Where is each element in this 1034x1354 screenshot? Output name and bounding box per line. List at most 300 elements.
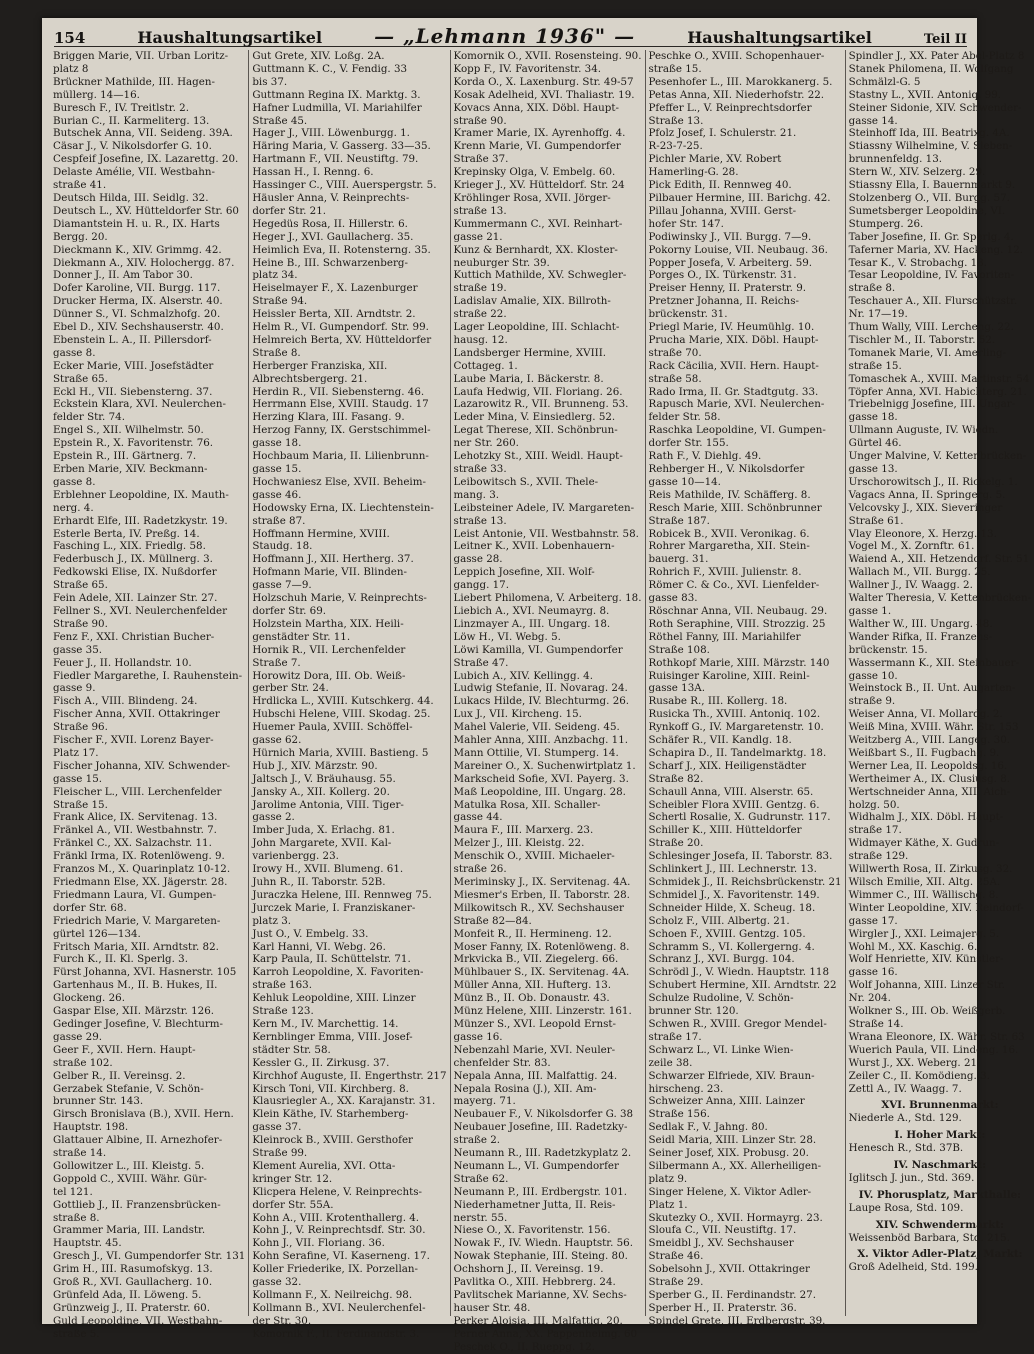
listing-line: Stastny L., XVII. Antoniq. 99.	[848, 88, 1002, 101]
listing-line: gasse 13.	[848, 463, 898, 475]
listing-line: Klein Käthe, IV. Starhemberg-	[252, 1108, 409, 1121]
listing-line: straße 33.	[453, 463, 507, 475]
listing-line: Lehotzky St., XIII. Weidl. Haupt-	[453, 450, 623, 463]
listing-line: Tischler M., II. Taborstr. 52.	[848, 333, 996, 346]
listing-line: Hauptstr. 45.	[53, 1237, 122, 1250]
listing-line: Scheibler Flora XVIII. Gentzg. 6.	[648, 798, 820, 811]
listing-line: Bergg. 20.	[53, 230, 108, 243]
listing-line: Ebel D., XIV. Sechshauserstr. 40.	[53, 321, 224, 334]
listing-line: Wertschneider Anna, XII. Aich-	[848, 785, 1011, 798]
listing-line: Straße 65.	[53, 579, 108, 592]
listing-line: Wurst J., XX. Weberg. 21.	[848, 1056, 981, 1069]
listing-line: straße 9.	[848, 695, 896, 708]
listing-line: Gollowitzer L., III. Kleistg. 5.	[53, 1159, 205, 1172]
listing-line: Nowak F., IV. Wiedn. Hauptstr. 56.	[453, 1237, 633, 1250]
listing-line: Krieger J., XV. Hütteldorf. Str. 24	[453, 179, 625, 192]
listing-line: Groß Adelheid, Std. 199.	[848, 1261, 978, 1274]
listing-line: Leist Antonie, VII. Westbahnstr. 58.	[453, 527, 639, 540]
listing-line: Wilsch Emilie, XII. Altg. 25A.	[848, 876, 1001, 888]
listing-line: straße 22.	[453, 308, 507, 321]
listing-line: Klicpera Helene, V. Reinprechts-	[252, 1185, 422, 1198]
listing-line: Spindel Grete, III. Erdbergstr. 39.	[648, 1314, 826, 1327]
listing-column-1	[50, 50, 249, 1340]
listing-line: Straße 96.	[53, 721, 108, 734]
listing-line: Koller Friederike, IX. Porzellan-	[252, 1263, 418, 1276]
listing-line: Heger J., XVI. Gaullacherg. 35.	[252, 230, 414, 243]
listing-line: gasse 35.	[53, 643, 103, 656]
listing-line: Stiassny Ella, I. Bauernmarkt 9.	[848, 179, 1016, 192]
listing-line: Neumann P., III. Erdbergstr. 101.	[453, 1185, 628, 1198]
listing-line: felder Str. 74.	[53, 411, 125, 424]
listing-line: Burian C., II. Karmeliterg. 13.	[53, 114, 210, 127]
listing-line: Heiselmayer F., X. Lazenburger	[252, 282, 418, 295]
listing-line: Sobelsohn J., XVII. Ottakringer	[648, 1263, 810, 1276]
listing-line: Ullmann Auguste, IV. Wiedn.	[848, 424, 999, 437]
listing-line: Straße 61.	[848, 514, 904, 527]
listing-line: Gedinger Josefine, V. Blechturm-	[53, 1017, 224, 1030]
listing-line: Goppold C., XVIII. Währ. Gür-	[53, 1172, 207, 1185]
listing-line: Krenn Marie, VI. Gumpendorfer	[453, 140, 621, 153]
listing-line: Laupe Rosa, Std. 109.	[848, 1201, 964, 1214]
listing-line: Urschorowitsch J., II. Rickelg. 1.	[848, 475, 1018, 488]
listing-line: Huemer Paula, XVIII. Schöffel-	[252, 721, 413, 734]
listing-line: Rynkoff G., IV. Margaretenstr. 10.	[648, 721, 824, 734]
listing-line: Steiner Sidonie, XIV. Schwender-	[848, 101, 1022, 114]
listing-line: Grammer Maria, III. Landstr.	[53, 1224, 206, 1237]
listing-line: Gottlieb J., II. Franzensbrücken-	[53, 1198, 221, 1211]
listing-line: I. Hoher Markt:	[894, 1129, 986, 1142]
listing-line: Laufa Hedwig, VII. Floriang. 26.	[453, 385, 623, 398]
section-title-right: Haushaltungsartikel	[687, 28, 872, 47]
listing-line: Peschek O., II. Rueppg. 12.	[453, 1340, 595, 1353]
listing-line: Eckstein Klara, XVI. Neulerchen-	[53, 398, 226, 411]
listing-line: Resch Marie, XIII. Schönbrunner	[648, 501, 822, 514]
listing-line: Schlesinger Josefa, II. Taborstr. 83.	[648, 850, 833, 863]
listing-line: Irowy H., XVII. Blumeng. 61.	[252, 863, 404, 876]
listing-line: Straße 65.	[53, 372, 108, 385]
listing-line: Ludwig Stefanie, II. Novarag. 24.	[453, 682, 628, 695]
listing-line: Imber Juda, X. Erlachg. 81.	[252, 824, 395, 837]
listing-line: Häring Maria, V. Gasserg. 33—35.	[252, 140, 431, 153]
listing-line: Kopp F., IV. Favoritenstr. 34.	[453, 62, 602, 75]
listing-line: Rapusch Marie, XVI. Neulerchen-	[648, 398, 825, 411]
listing-line: Werner Lea, II. Leopoldsg. 16.	[848, 759, 1008, 772]
listing-line: Karp Paula, II. Schüttelstr. 71.	[252, 953, 411, 966]
listing-line: varienbergg. 23.	[252, 850, 339, 863]
listing-column-3	[451, 50, 646, 1353]
listing-line: Herberger Franziska, XII.	[252, 359, 388, 372]
listing-line: Straße 62.	[453, 1172, 509, 1185]
listing-line: Klausriegler A., XX. Karajanstr. 31.	[252, 1095, 436, 1108]
listing-line: Henesch R., Std. 37B.	[848, 1142, 964, 1155]
listing-line: Schwarzer Elfriede, XIV. Braun-	[648, 1069, 815, 1082]
listing-line: Robicek B., XVII. Veronikag. 6.	[648, 527, 810, 540]
listing-line: Fein Adele, XII. Lainzer Str. 27.	[53, 592, 218, 605]
listing-line: Wrana Eleonore, IX. Währ. Str. 63	[848, 1030, 1025, 1043]
listing-line: gasse 83.	[648, 592, 698, 605]
listing-line: Diamantstein H. u. R., IX. Harts	[53, 217, 220, 230]
listing-line: holzg. 50.	[848, 798, 900, 811]
listing-line: Just O., V. Embelg. 33.	[252, 927, 369, 940]
listing-line: gasse 62.	[252, 734, 302, 747]
listing-line: Grim H., III. Rasumofskyg. 13.	[53, 1263, 213, 1276]
listing-line: Pavlitka O., XIII. Hebbrerg. 24.	[453, 1276, 616, 1289]
listing-line: Mrkvicka B., VII. Ziegelerg. 66.	[453, 953, 619, 966]
listing-line: Holzschuh Marie, V. Reinprechts-	[252, 592, 427, 605]
listing-line: Drucker Herma, IX. Alserstr. 40.	[53, 295, 223, 308]
listing-line: tel 121.	[53, 1185, 93, 1198]
listing-line: Rehberger H., V. Nikolsdorfer	[648, 463, 805, 475]
listing-line: Furch K., II. Kl. Sperlg. 3.	[53, 953, 189, 966]
listing-line: chenfelder Str. 83.	[453, 1056, 551, 1069]
listing-line: brunnenfeldg. 13.	[848, 153, 943, 166]
listing-line: gasse 16.	[453, 1030, 503, 1043]
listing-line: Guttmann Regina IX. Marktg. 3.	[252, 88, 421, 101]
listing-line: Erben Marie, XIV. Beckmann-	[53, 463, 208, 475]
listing-line: Fedkowski Elise, IX. Nußdorfer	[53, 566, 217, 579]
listing-line: Weißbart S., II. Fugbachg. 9.	[848, 746, 1000, 759]
listing-line: Guld Leopoldine, VII. Westbahn-	[53, 1314, 223, 1327]
listing-line: Tomanek Marie, VI. Amerling-	[848, 346, 1007, 359]
listing-line: straße 70.	[648, 346, 702, 359]
listing-line: gasse 15.	[53, 772, 103, 785]
listing-line: platz 34.	[252, 269, 298, 282]
listing-line: Sperber H., II. Praterstr. 36.	[648, 1301, 797, 1314]
listing-line: Straße 187.	[648, 514, 710, 527]
listing-line: Straße 8.	[252, 346, 301, 359]
listing-line: Kernblinger Emma, VIII. Josef-	[252, 1030, 413, 1043]
listing-line: Vogel M., X. Zornftr. 61.	[848, 540, 975, 553]
listing-line: Hubschi Helene, VIII. Skodag. 25.	[252, 708, 431, 721]
directory-title: — „Lehmann 1936" —	[374, 24, 636, 48]
listing-line: Kleinrock B., XVIII. Gersthofer	[252, 1134, 413, 1147]
listing-line: Wassermann K., XII. Steinbauer-	[848, 656, 1020, 669]
listing-line: Klement Aurelia, XVI. Otta-	[252, 1159, 396, 1172]
listing-line: Weitzberg A., VIII. Langeg. 30.	[848, 734, 1011, 747]
listing-line: gasse 14.	[848, 114, 898, 127]
listing-line: Straße 46.	[648, 1250, 704, 1263]
listing-line: Brückner Mathilde, III. Hagen-	[53, 75, 215, 88]
listing-line: Münz Helene, XIII. Linzerstr. 161.	[453, 1005, 632, 1018]
listing-line: Perker Aloisia, III. Malfattig. 20.	[453, 1314, 623, 1327]
listing-line: Straße 108.	[648, 643, 710, 656]
listing-line: Gut Grete, XIV. Loßg. 2A.	[252, 50, 385, 62]
listing-line: Silbermann A., XX. Allerheiligen-	[648, 1159, 822, 1172]
listing-line: Straße 14.	[848, 1017, 904, 1030]
listing-column-4	[646, 50, 846, 1327]
listing-line: Wimmer C., III. Wällischg. 8.	[848, 888, 999, 901]
listing-line: Schiller K., XIII. Hütteldorfer	[648, 824, 802, 837]
listing-line: Briggen Marie, VII. Urban Loritz-	[53, 50, 229, 62]
listing-line: Hürnich Maria, XVIII. Bastieng. 5	[252, 746, 429, 759]
listing-line: Pfeffer L., V. Reinprechtsdorfer	[648, 101, 812, 114]
listing-line: Winter Leopoldine, XIV. Reindorf-	[848, 901, 1024, 914]
listing-line: gasse 8.	[53, 475, 96, 488]
listing-line: gasse 29.	[53, 1030, 103, 1043]
listing-line: Hauptstr. 198.	[53, 1121, 129, 1134]
listing-line: Pokorny Louise, VII. Neubaug. 36.	[648, 243, 828, 256]
listing-line: gürtel 126—134.	[53, 927, 141, 940]
listing-line: Jurczek Marie, I. Franziskaner-	[252, 901, 416, 914]
listing-line: Straße 45.	[252, 114, 308, 127]
listing-line: gasse 32.	[252, 1276, 302, 1289]
listing-line: Gaspar Else, XII. Märzstr. 126.	[53, 1005, 215, 1018]
listing-line: Hub J., XIV. Märzstr. 90.	[252, 759, 378, 772]
listing-line: straße 90.	[453, 114, 507, 127]
listing-line: Schoen F., XVIII. Gentzg. 105.	[648, 927, 806, 940]
listing-line: Guttmann K. C., V. Fendig. 33	[252, 62, 408, 75]
listing-line: Fischer Anna, XVII. Ottakringer	[53, 708, 220, 721]
listing-line: Stanek Philomena, II. Wolfgang	[848, 62, 1014, 75]
listing-line: dorfer Str. 155.	[648, 437, 729, 450]
listing-line: Walter Theresia, V. Kettenbrücken-	[848, 592, 1032, 605]
listing-line: Wirgler J., XXI. Leimajerg. 5.	[848, 927, 1000, 940]
listing-line: Wallner J., IV. Waagg. 2.	[848, 579, 973, 592]
listing-line: Grünzweig J., II. Praterstr. 60.	[53, 1301, 211, 1314]
listing-line: Gelber R., II. Vereinsg. 2.	[53, 1069, 186, 1082]
listing-line: gasse 10.	[848, 669, 898, 682]
listing-line: straße 58.	[648, 372, 702, 385]
listing-line: gasse 15.	[252, 463, 302, 475]
listing-line: Holzstein Martha, XIX. Heili-	[252, 617, 404, 630]
listing-line: Straße 156.	[648, 1108, 710, 1121]
listing-line: gasse 18.	[848, 411, 898, 424]
listing-line: Schapira D., II. Tandelmarktg. 18.	[648, 746, 827, 759]
listing-line: Tomaschek A., XVIII. Martinstr. 54	[848, 372, 1030, 385]
listing-line: brunner Str. 120.	[648, 1005, 739, 1018]
listing-line: Liebert Philomena, V. Arbeiterg. 18.	[453, 592, 642, 605]
listing-line: straße 26.	[453, 863, 507, 876]
listing-line: Peschke O., XVIII. Schopenhauer-	[648, 50, 825, 62]
listing-line: Zettl A., IV. Waagg. 7.	[848, 1082, 962, 1095]
listing-line: Straße 20.	[648, 837, 704, 850]
listing-line: Nepala Rosina (J.), XII. Am-	[453, 1082, 597, 1095]
listing-line: städter Str. 58.	[252, 1043, 331, 1056]
listing-line: Taber Josefine, II. Gr. Sperlg. 4.	[848, 230, 1014, 243]
listing-line: straße 8.	[848, 282, 896, 295]
listing-line: Friedmann Else, XX. Jägerstr. 28.	[53, 876, 228, 888]
listing-line: kringer Str. 12.	[252, 1172, 333, 1185]
listing-line: Waiend A., XII. Hetzendorf. Str. 51	[848, 553, 1030, 566]
listing-line: straße 13.	[453, 514, 507, 527]
listing-line: Herzing Klara, III. Fasang. 9.	[252, 411, 405, 424]
listing-line: Stumperg. 26.	[848, 217, 924, 230]
listing-line: Triebelnigg Josefine, III. Ungar-	[848, 398, 1016, 411]
listing-line: Kohn Serafine, VI. Kaserneng. 17.	[252, 1250, 430, 1263]
listing-line: straße 15.	[848, 359, 902, 372]
listing-line: Delaste Amélie, VII. Westbahn-	[53, 166, 215, 179]
listing-line: Fränkl Irma, IX. Rotenlöweng. 9.	[53, 850, 225, 863]
listing-line: Schwen R., XVIII. Gregor Mendel-	[648, 1017, 827, 1030]
listing-line: Lubich A., XIV. Kellingg. 4.	[453, 669, 593, 682]
listing-line: Neumann R., III. Radetzkyplatz 2.	[453, 1147, 632, 1160]
listing-line: Cespfeif Josefine, IX. Lazarettg. 20.	[53, 153, 239, 166]
listing-line: straße 13.	[453, 204, 507, 217]
listing-line: Straße 47.	[453, 656, 509, 669]
listing-line: Schmidek J., II. Reichsbrückenstr. 21	[648, 876, 842, 888]
listing-line: Löw H., VI. Webg. 5.	[453, 630, 561, 643]
listing-line: Raschka Leopoldine, VI. Gumpen-	[648, 424, 826, 437]
listing-line: Pilbauer Hermine, III. Barichg. 42.	[648, 191, 831, 204]
listing-line: Gartenhaus M., II. B. Hukes, II.	[53, 979, 218, 992]
listing-line: John Margarete, XVII. Kal-	[252, 837, 392, 850]
listing-line: Steinhoff Ida, III. Beatrixg. 4A.	[848, 127, 1010, 140]
listing-line: gasse 13A.	[648, 682, 705, 695]
listing-line: R-23-7-25.	[648, 140, 703, 153]
listing-line: Schranz J., XVI. Burgg. 104.	[648, 953, 795, 966]
listing-line: Pick Edith, II. Rennweg 40.	[648, 179, 792, 192]
listing-line: Schmälzl-G. 5	[848, 75, 921, 88]
part-label: Teil II	[923, 32, 967, 47]
listing-line: Horowitz Dora, III. Ob. Weiß-	[252, 669, 406, 682]
listing-line: Stern W., XIV. Selzerg. 29.	[848, 166, 986, 179]
listing-line: Ochshorn J., II. Vereinsg. 19.	[453, 1263, 604, 1276]
listing-line: Schramm S., VI. Kollergerng. 4.	[648, 940, 815, 953]
listing-line: Wohl M., XX. Kaschig. 6.	[848, 940, 978, 953]
listing-line: müllerg. 14—16.	[53, 88, 140, 101]
listing-line: Komornik F., II. Ferdinandstr. 3.	[252, 1327, 420, 1340]
listing-line: Müller Anna, XII. Hufterg. 13.	[453, 979, 612, 992]
listing-line: Hassan H., I. Renng. 6.	[252, 166, 374, 179]
listing-line: Wallach M., VII. Burgg. 25.	[848, 566, 991, 579]
listing-line: Helm R., VI. Gumpendorf. Str. 99.	[252, 321, 429, 334]
listing-line: Widmayer Käthe, X. Gudrun-	[848, 837, 1000, 850]
listing-line: Straße 13.	[648, 114, 704, 127]
listing-line: Kramer Marie, IX. Ayrenhoffg. 4.	[453, 127, 626, 140]
listing-line: Korda O., X. Laxenburg. Str. 49-57	[453, 75, 634, 88]
listing-line: IV. Phorusplatz, Markthalle:	[858, 1188, 1021, 1201]
listing-line: gasse 8.	[53, 346, 96, 359]
listing-line: straße 14.	[53, 1147, 107, 1160]
listing-line: Straße 82—84.	[453, 914, 532, 927]
listing-line: Pavlitschek Marianne, XV. Sechs-	[453, 1289, 627, 1301]
listing-line: gasse 18.	[252, 437, 302, 450]
listing-line: Ebenstein L. A., II. Pillersdorf-	[53, 333, 212, 346]
listing-line: Epstein R., III. Gärtnerg. 7.	[53, 450, 197, 463]
listing-line: Nr. 17—19.	[848, 308, 908, 321]
listing-line: Rath F., V. Diehlg. 49.	[648, 450, 762, 463]
listing-line: Wolkner S., III. Ob. Weißgerb.	[848, 1005, 1006, 1018]
listing-line: Staudg. 18.	[252, 540, 313, 553]
listing-line: Unger Malvine, V. Kettenbrücken-	[848, 450, 1027, 463]
listing-line: Ladislav Amalie, XIX. Billroth-	[453, 295, 611, 308]
listing-line: Podiwinsky J., VII. Burgg. 7—9.	[648, 230, 812, 243]
listing-line: Epstein R., X. Favoritenstr. 76.	[53, 437, 214, 450]
listing-line: brunner Str. 143.	[53, 1095, 144, 1108]
listing-line: Rado Irma, II. Gr. Stadtgutg. 33.	[648, 385, 819, 398]
listing-line: Herrmann Else, XVIII. Staudg. 17	[252, 398, 429, 411]
listing-line: Hartmann F., VII. Neustiftg. 79.	[252, 153, 419, 166]
listing-line: Popper Josefa, V. Arbeiterg. 59.	[648, 256, 813, 269]
listing-line: Heine B., III. Schwarzenberg-	[252, 256, 408, 269]
listing-line: Nr. 204.	[848, 992, 891, 1005]
listing-line: Sedlak F., V. Jahng. 80.	[648, 1121, 768, 1134]
listing-line: Taferner Maria, XV. Hackeng. 12.	[848, 243, 1024, 256]
listing-line: Hrdlicka L., XVIII. Kutschkerg. 44.	[252, 695, 434, 708]
listing-line: Kohn J., VII. Floriang. 36.	[252, 1237, 385, 1250]
listing-line: Fritsch Maria, XII. Arndtstr. 82.	[53, 940, 219, 953]
listing-line: genstädter Str. 11.	[252, 630, 351, 643]
listing-line: Schmidel J., X. Favoritenstr. 149.	[648, 888, 820, 901]
listing-line: gerber Str. 24.	[252, 682, 329, 695]
listing-line: Kovacs Anna, XIX. Döbl. Haupt-	[453, 101, 619, 114]
listing-line: Deutsch L., XV. Hütteldorfer Str. 60	[53, 204, 239, 217]
listing-line: Rusabe R., III. Kollerg. 18.	[648, 695, 788, 708]
listing-line: Diekmann A., XIV. Holochergg. 87.	[53, 256, 235, 269]
listing-line: Eckl H., VII. Siebensterng. 37.	[53, 385, 213, 398]
listing-line: Monfeit R., II. Hermineng. 12.	[453, 927, 612, 940]
listing-line: gasse 21.	[453, 230, 503, 243]
listing-line: Deutsch Hilda, III. Seidlg. 32.	[53, 191, 209, 204]
listing-line: Fischer F., XVII. Lorenz Bayer-	[53, 734, 214, 747]
listing-line: nerg. 4.	[53, 501, 94, 514]
listing-line: Hafner Ludmilla, VI. Mariahilfer	[252, 101, 422, 114]
listing-line: Karroh Leopoldine, X. Favoriten-	[252, 966, 424, 979]
listing-line: Wolf Johanna, XIII. Linzer Str.	[848, 979, 1005, 992]
listing-line: bauerg. 31.	[648, 553, 709, 566]
listing-line: gasse 7—9.	[252, 579, 312, 592]
listing-line: Kern M., IV. Marchettig. 14.	[252, 1017, 399, 1030]
listing-line: Weiser Anna, VI. Mollardg. 2.	[848, 708, 1003, 721]
listing-line: platz 3.	[252, 914, 292, 927]
listing-line: Milkowitsch R., XV. Sechshauser	[453, 901, 624, 914]
listing-line: Lazarowitz R., VII. Brunneng. 53.	[453, 398, 629, 411]
listing-line: Laube Maria, I. Bäckerstr. 8.	[453, 372, 604, 385]
listing-line: Sperber G., II. Ferdinandstr. 27.	[648, 1289, 817, 1301]
listing-line: gasse 17.	[848, 914, 898, 927]
listing-line: straße 15.	[648, 62, 702, 75]
listing-line: Straße 123.	[252, 1005, 314, 1018]
listing-line: Porges O., IX. Türkenstr. 31.	[648, 269, 797, 282]
listing-line: gasse 16.	[848, 966, 898, 979]
listing-line: Geer F., XVII. Hern. Haupt-	[53, 1043, 196, 1056]
listing-line: Lux J., VII. Kircheng. 15.	[453, 708, 582, 721]
listing-line: Nowak Stephanie, III. Steing. 80.	[453, 1250, 628, 1263]
listing-line: Röthel Fanny, III. Mariahilfer	[648, 630, 801, 643]
listing-line: Töpfer Anna, XVI. Habichterg. 21.	[848, 385, 1027, 398]
listing-line: Hodowsky Erna, IX. Liechtenstein-	[252, 501, 434, 514]
listing-line: Rohrer Margaretha, XII. Stein-	[648, 540, 810, 553]
listing-line: Kollmann B., XVI. Neulerchenfel-	[252, 1301, 426, 1314]
listing-line: Jaltsch J., V. Bräuhausg. 55.	[252, 772, 396, 785]
listing-line: IV. Naschmarkt:	[893, 1159, 987, 1172]
listing-line: Feuer J., II. Hollandstr. 10.	[53, 656, 192, 669]
listing-line: Hamerling-G. 28.	[648, 166, 739, 179]
listing-line: hofer Str. 147.	[648, 217, 724, 230]
listing-line: straße 102.	[53, 1056, 113, 1069]
listing-line: gasse 44.	[453, 811, 503, 824]
listing-line: bis 37.	[252, 75, 288, 88]
listing-line: Rack Cäcilia, XVII. Hern. Haupt-	[648, 359, 819, 372]
listing-line: Röschnar Anna, VII. Neubaug. 29.	[648, 604, 828, 617]
listing-line: Preiser Henny, II. Praterstr. 9.	[648, 282, 807, 295]
listing-line: brückenstr. 15.	[848, 643, 928, 656]
listing-line: felder Str. 58.	[648, 411, 721, 424]
listing-line: Jansky A., XII. Kollerg. 20.	[252, 785, 390, 798]
listing-line: gasse 46.	[252, 488, 302, 501]
listing-line: Scharf J., XIX. Heiligenstädter	[648, 759, 807, 772]
listing-line: Jarolime Antonia, VIII. Tiger-	[252, 798, 404, 811]
listing-line: Platz 17.	[53, 746, 99, 759]
listing-line: straße 41.	[53, 179, 107, 192]
listing-line: Miesmer's Erben, II. Taborstr. 28.	[453, 888, 630, 901]
listing-line: platz 8	[53, 62, 89, 75]
listing-line: Friedrich Marie, V. Margareten-	[53, 914, 221, 927]
listing-line: Juraczka Helene, III. Rennweg 75.	[252, 888, 432, 901]
listing-line: Maura F., III. Marxerg. 23.	[453, 824, 594, 837]
listing-column-2	[249, 50, 450, 1340]
listing-line: Kummermann C., XVI. Reinhart-	[453, 217, 623, 230]
